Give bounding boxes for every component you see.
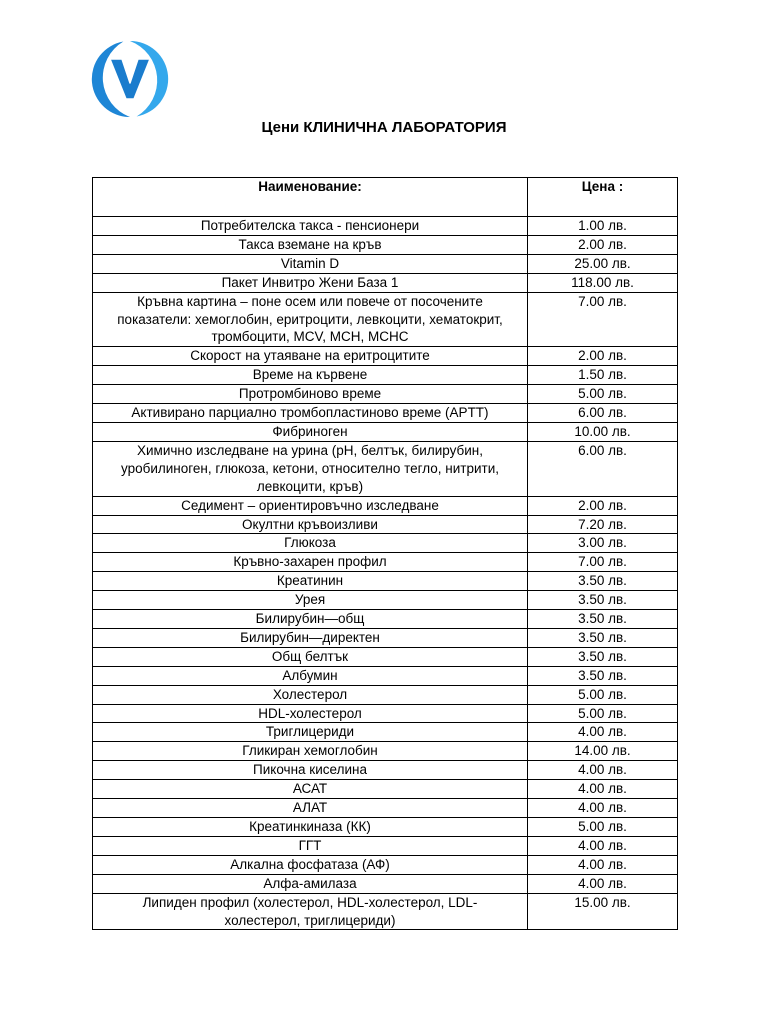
service-name-cell: HDL-холестерол xyxy=(93,704,528,723)
service-name-cell: Скорост на утаяване на еритроцитите xyxy=(93,347,528,366)
service-name-cell: АСАТ xyxy=(93,780,528,799)
service-name-cell: Липиден профил (холестерол, HDL-холестерол, LDL- холестерол, триглицериди) xyxy=(93,893,528,930)
price-row xyxy=(93,515,678,534)
price-row xyxy=(93,572,678,591)
price-row xyxy=(93,647,678,666)
service-name-cell: Окултни кръвоизливи xyxy=(93,515,528,534)
price-cell: 1.50 лв. xyxy=(528,366,678,385)
price-cell: 25.00 лв. xyxy=(528,254,678,273)
price-row xyxy=(93,893,678,930)
price-row xyxy=(93,799,678,818)
service-name-cell: Кръвна картина – поне осем или повече от посочените показатели: хемоглобин, еритроцити, левкоцити, хематокрит, тромбоцити, MCV, MCH, MCHC xyxy=(93,292,528,347)
price-row xyxy=(93,404,678,423)
service-name-cell: Общ белтък xyxy=(93,647,528,666)
price-row xyxy=(93,761,678,780)
price-cell: 2.00 лв. xyxy=(528,235,678,254)
price-cell: 5.00 лв. xyxy=(528,818,678,837)
service-name-cell: Глюкоза xyxy=(93,534,528,553)
price-cell: 1.00 лв. xyxy=(528,217,678,236)
service-name-cell: Триглицериди xyxy=(93,723,528,742)
page-title: Цени КЛИНИЧНА ЛАБОРАТОРИЯ xyxy=(261,119,507,136)
price-row xyxy=(93,496,678,515)
price-row xyxy=(93,818,678,837)
price-cell: 5.00 лв. xyxy=(528,385,678,404)
price-cell: 7.20 лв. xyxy=(528,515,678,534)
price-cell: 118.00 лв. xyxy=(528,273,678,292)
service-name-cell: Гликиран хемоглобин xyxy=(93,742,528,761)
service-name-cell: Урея xyxy=(93,591,528,610)
price-row xyxy=(93,366,678,385)
price-cell: 4.00 лв. xyxy=(528,855,678,874)
price-row xyxy=(93,723,678,742)
price-cell: 4.00 лв. xyxy=(528,780,678,799)
table-header-row xyxy=(93,178,678,217)
price-row xyxy=(93,836,678,855)
price-cell: 6.00 лв. xyxy=(528,441,678,496)
service-name-cell: Фибриноген xyxy=(93,422,528,441)
price-cell: 4.00 лв. xyxy=(528,723,678,742)
price-cell: 3.50 лв. xyxy=(528,628,678,647)
service-name-cell: Време на кървене xyxy=(93,366,528,385)
service-name-cell: Билирубин—общ xyxy=(93,610,528,629)
price-row xyxy=(93,666,678,685)
price-cell: 7.00 лв. xyxy=(528,553,678,572)
price-row xyxy=(93,628,678,647)
price-row xyxy=(93,610,678,629)
price-row xyxy=(93,292,678,347)
price-row xyxy=(93,591,678,610)
price-cell: 7.00 лв. xyxy=(528,292,678,347)
price-row xyxy=(93,347,678,366)
service-name-cell: Такса вземане на кръв xyxy=(93,235,528,254)
price-row xyxy=(93,742,678,761)
service-name-cell: Седимент – ориентировъчно изследване xyxy=(93,496,528,515)
header-price: Цена : xyxy=(528,178,678,217)
price-row xyxy=(93,704,678,723)
service-name-cell: Холестерол xyxy=(93,685,528,704)
price-cell: 10.00 лв. xyxy=(528,422,678,441)
service-name-cell: Алкална фосфатаза (АФ) xyxy=(93,855,528,874)
price-cell: 3.00 лв. xyxy=(528,534,678,553)
service-name-cell: Vitamin D xyxy=(93,254,528,273)
price-cell: 15.00 лв. xyxy=(528,893,678,930)
price-row xyxy=(93,385,678,404)
price-cell: 3.50 лв. xyxy=(528,591,678,610)
price-table-head xyxy=(93,178,678,217)
service-name-cell: Албумин xyxy=(93,666,528,685)
service-name-cell: ГГТ xyxy=(93,836,528,855)
price-row xyxy=(93,553,678,572)
price-table xyxy=(92,177,678,930)
logo xyxy=(86,38,176,122)
service-name-cell: Билирубин—директен xyxy=(93,628,528,647)
header-name: Наименование: xyxy=(93,178,528,217)
price-cell: 6.00 лв. xyxy=(528,404,678,423)
price-cell: 3.50 лв. xyxy=(528,572,678,591)
service-name-cell: АЛАТ xyxy=(93,799,528,818)
price-cell: 14.00 лв. xyxy=(528,742,678,761)
price-row xyxy=(93,273,678,292)
price-table-body xyxy=(93,217,678,930)
price-cell: 4.00 лв. xyxy=(528,836,678,855)
price-row xyxy=(93,422,678,441)
price-cell: 4.00 лв. xyxy=(528,799,678,818)
price-row xyxy=(93,235,678,254)
service-name-cell: Алфа-амилаза xyxy=(93,874,528,893)
price-row xyxy=(93,855,678,874)
price-row xyxy=(93,685,678,704)
price-row xyxy=(93,874,678,893)
service-name-cell: Кръвно-захарен профил xyxy=(93,553,528,572)
service-name-cell: Пакет Инвитро Жени База 1 xyxy=(93,273,528,292)
price-cell: 3.50 лв. xyxy=(528,647,678,666)
price-cell: 4.00 лв. xyxy=(528,761,678,780)
service-name-cell: Протромбиново време xyxy=(93,385,528,404)
service-name-cell: Потребителска такса - пенсионери xyxy=(93,217,528,236)
price-cell: 5.00 лв. xyxy=(528,685,678,704)
price-cell: 5.00 лв. xyxy=(528,704,678,723)
logo-v-mark xyxy=(110,59,150,99)
service-name-cell: Креатинкиназа (КК) xyxy=(93,818,528,837)
service-name-cell: Химично изследване на урина (pH, белтък, билирубин, уробилиноген, глюкоза, кетони, относително тегло, нитрити, левкоцити, кръв) xyxy=(93,441,528,496)
service-name-cell: Креатинин xyxy=(93,572,528,591)
price-cell: 2.00 лв. xyxy=(528,496,678,515)
service-name-cell: Активирано парциално тромбопластиново време (APTT) xyxy=(93,404,528,423)
price-row xyxy=(93,254,678,273)
price-row xyxy=(93,217,678,236)
price-row xyxy=(93,780,678,799)
price-cell: 3.50 лв. xyxy=(528,666,678,685)
price-cell: 3.50 лв. xyxy=(528,610,678,629)
price-cell: 2.00 лв. xyxy=(528,347,678,366)
price-row xyxy=(93,441,678,496)
price-cell: 4.00 лв. xyxy=(528,874,678,893)
service-name-cell: Пикочна киселина xyxy=(93,761,528,780)
price-row xyxy=(93,534,678,553)
